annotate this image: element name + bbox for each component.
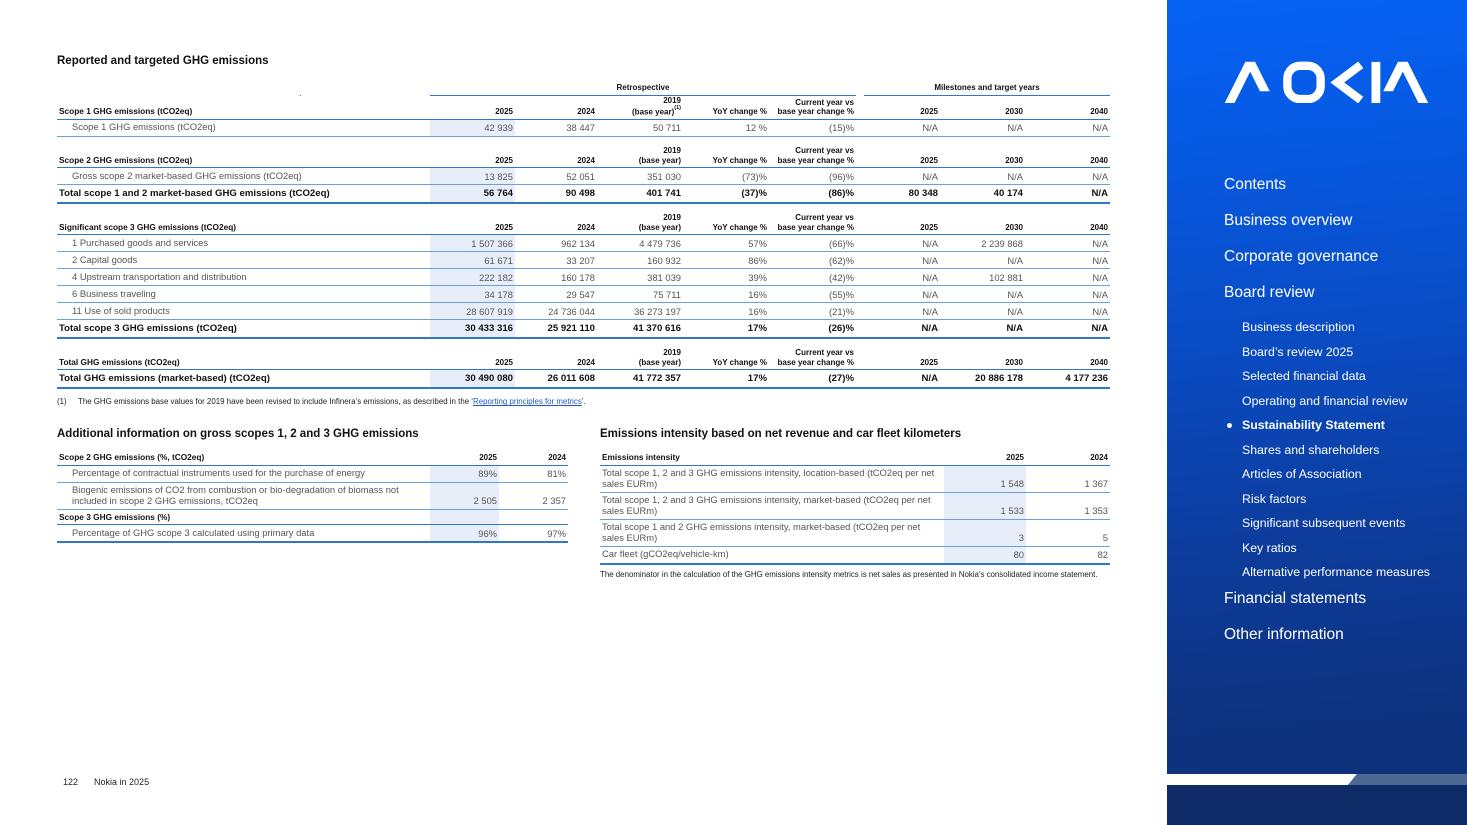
- sidebar-item-label: Board review: [1224, 284, 1315, 301]
- additional-info-title: Additional information on gross scopes 1, 2 and 3 GHG emissions: [57, 428, 419, 440]
- value-cell: 41 772 357: [597, 370, 683, 389]
- sidebar-item-label: Board’s review 2025: [1242, 344, 1354, 359]
- sidebar-item-contents[interactable]: [1224, 176, 1286, 193]
- column-header: [499, 509, 568, 525]
- value-cell: 160 932: [597, 252, 683, 269]
- progress-bar-filled: [1167, 774, 1357, 785]
- value-cell: N/A: [940, 119, 1025, 136]
- row-label: Total scope 1 and 2 GHG emissions intensity, market-based (tCO2eq per net sales EURm): [600, 519, 944, 546]
- value-cell: 90 498: [515, 185, 597, 204]
- value-cell: 86%: [683, 252, 769, 269]
- value-cell: 28 607 919: [430, 303, 515, 320]
- spacer-cell: [57, 203, 1110, 213]
- spacer-row: [57, 136, 1110, 146]
- column-header: YoY change %: [683, 213, 769, 235]
- page-footer-text: Nokia in 2025: [94, 777, 150, 787]
- active-bullet-icon: [1227, 423, 1232, 428]
- value-cell: N/A: [940, 320, 1025, 339]
- intensity-footnote: The denominator in the calculation of the GHG emissions intensity metrics is net sales as presented in Nokia's consolidated income statement.: [600, 569, 1098, 579]
- value-cell: N/A: [1025, 269, 1110, 286]
- value-cell: 16%: [683, 303, 769, 320]
- value-cell: 20 886 178: [940, 370, 1025, 389]
- column-header: [430, 509, 499, 525]
- value-cell: 30 433 316: [430, 320, 515, 339]
- value-cell: 2 505: [430, 482, 499, 509]
- table-row: [57, 235, 1110, 252]
- value-cell: 401 741: [597, 185, 683, 204]
- sidebar-item-board-review[interactable]: [1224, 284, 1314, 301]
- value-cell: N/A: [1025, 303, 1110, 320]
- additional-info-table: [57, 453, 568, 543]
- sidebar-item-key-ratios[interactable]: [1242, 541, 1297, 556]
- row-label: Total scope 1, 2 and 3 GHG emissions intensity, market-based (tCO2eq per net sales EURm): [600, 492, 944, 519]
- column-header: 2025: [430, 146, 515, 168]
- column-header: 2030: [940, 96, 1025, 119]
- table-header-row: [57, 96, 1110, 119]
- table-row: [57, 119, 1110, 136]
- row-label: Total scope 1 and 2 market-based GHG emissions (tCO2eq): [57, 185, 430, 204]
- value-cell: N/A: [1025, 286, 1110, 303]
- value-cell: (86)%: [769, 185, 856, 204]
- value-cell: N/A: [940, 168, 1025, 185]
- footnote-link[interactable]: Reporting principles for metrics: [473, 397, 582, 407]
- progress-bar-remaining: [1348, 774, 1467, 785]
- value-cell: 102 881: [940, 269, 1025, 286]
- column-header: 2025: [944, 453, 1026, 465]
- value-cell: (15)%: [769, 119, 856, 136]
- value-cell: 160 178: [515, 269, 597, 286]
- sidebar-item-articles-of-association[interactable]: [1242, 467, 1362, 482]
- section-reported-targeted-ghg: [57, 55, 1110, 406]
- value-cell: 1 367: [1026, 465, 1110, 492]
- sidebar-item-label: Financial statements: [1224, 589, 1367, 607]
- table-row: [57, 320, 1110, 339]
- value-cell: 4 479 736: [597, 235, 683, 252]
- column-header: Current year vs base year change %: [769, 348, 856, 370]
- column-header: 2025: [856, 348, 940, 370]
- value-cell: 26 011 608: [515, 370, 597, 389]
- column-header: YoY change %: [683, 348, 769, 370]
- sidebar-item-label: Contents: [1224, 176, 1287, 193]
- column-header: 2030: [940, 348, 1025, 370]
- sidebar-item-risk-factors[interactable]: [1242, 492, 1306, 507]
- value-cell: N/A: [856, 252, 940, 269]
- table-row: [57, 465, 568, 482]
- value-cell: 56 764: [430, 185, 515, 204]
- sidebar-item-shares-and-shareholders[interactable]: [1242, 443, 1379, 458]
- row-group-label: Scope 1 GHG emissions (tCO2eq): [57, 96, 430, 119]
- value-cell: 89%: [430, 465, 499, 482]
- sidebar-item-label: Operating and financial review: [1242, 393, 1408, 408]
- emissions-intensity-table: [600, 453, 1110, 565]
- column-header: 2019 (base year): [597, 213, 683, 235]
- footnote-number: (1): [57, 397, 67, 407]
- table-group-header: [57, 83, 1110, 96]
- value-cell: 4 177 236: [1025, 370, 1110, 389]
- navigation-sidebar: [1167, 0, 1467, 825]
- sidebar-item-label: Corporate governance: [1224, 248, 1379, 265]
- sidebar-item-label: Risk factors: [1242, 491, 1307, 506]
- spacer-row: [57, 203, 1110, 213]
- column-header: 2024: [515, 348, 597, 370]
- value-cell: 39%: [683, 269, 769, 286]
- sidebar-item-label: Business description: [1242, 320, 1355, 334]
- sidebar-item-corporate-governance[interactable]: [1224, 248, 1378, 265]
- value-cell: 962 134: [515, 235, 597, 252]
- value-cell: N/A: [856, 168, 940, 185]
- column-header: 2024: [515, 96, 597, 119]
- sidebar-item-board-s-review-2025[interactable]: [1242, 345, 1353, 360]
- sidebar-item-label: Business overview: [1224, 212, 1353, 229]
- value-cell: 96%: [430, 525, 499, 543]
- row-group-label: Significant scope 3 GHG emissions (tCO2eq): [57, 213, 430, 235]
- value-cell: 381 039: [597, 269, 683, 286]
- spacer-row: [57, 338, 1110, 348]
- footnote: [57, 397, 1110, 406]
- spacer-cell: [57, 338, 1110, 348]
- value-cell: 17%: [683, 370, 769, 389]
- value-cell: 5: [1026, 519, 1110, 546]
- table-row: [57, 252, 1110, 269]
- column-header: 2019 (base year): [597, 348, 683, 370]
- sidebar-item-label: Other information: [1224, 625, 1344, 643]
- value-cell: 12 %: [683, 119, 769, 136]
- table-header-row: [57, 348, 1110, 370]
- page-title: Reported and targeted GHG emissions: [57, 55, 269, 67]
- column-header: 2040: [1025, 213, 1110, 235]
- column-header: YoY change %: [683, 96, 769, 119]
- value-cell: N/A: [856, 269, 940, 286]
- column-header: 2025: [856, 96, 940, 119]
- row-label: Percentage of GHG scope 3 calculated using primary data: [57, 525, 430, 543]
- column-header: 2019 (base year)$^{(1)}$: [597, 96, 683, 119]
- table-row: [57, 303, 1110, 320]
- sidebar-item-sustainability-statement[interactable]: [1242, 418, 1385, 433]
- table-row: [57, 525, 568, 543]
- table-header-row: [57, 453, 568, 465]
- column-header: 2019 (base year): [597, 146, 683, 168]
- table-row: [57, 168, 1110, 185]
- value-cell: N/A: [1025, 235, 1110, 252]
- value-cell: 82: [1026, 546, 1110, 564]
- table-row: [57, 286, 1110, 303]
- value-cell: N/A: [940, 252, 1025, 269]
- column-header: 2040: [1025, 146, 1110, 168]
- value-cell: N/A: [1025, 168, 1110, 185]
- value-cell: N/A: [856, 286, 940, 303]
- table-row: [600, 546, 1110, 564]
- row-label: Percentage of contractual instruments used for the purchase of energy: [57, 465, 430, 482]
- section-emissions-intensity: [600, 428, 1110, 579]
- column-header: 2040: [1025, 348, 1110, 370]
- value-cell: 57%: [683, 235, 769, 252]
- row-label: Total GHG emissions (market-based) (tCO2eq): [57, 370, 430, 389]
- value-cell: 81%: [499, 465, 568, 482]
- column-header: 2025: [430, 348, 515, 370]
- column-header: Current year vs base year change %: [769, 96, 856, 119]
- value-cell: 1 548: [944, 465, 1026, 492]
- table-row: [57, 370, 1110, 389]
- sidebar-item-operating-and-financial-review[interactable]: [1242, 394, 1407, 409]
- value-cell: 30 490 080: [430, 370, 515, 389]
- value-cell: 29 547: [515, 286, 597, 303]
- sidebar-item-label: Significant subsequent events: [1242, 516, 1406, 530]
- group-header-retrospective: Retrospective: [430, 83, 856, 96]
- row-label: 1 Purchased goods and services: [57, 235, 430, 252]
- value-cell: (62)%: [769, 252, 856, 269]
- row-label: 11 Use of sold products: [57, 303, 430, 320]
- value-cell: N/A: [940, 286, 1025, 303]
- row-label: 4 Upstream transportation and distribution: [57, 269, 430, 286]
- value-cell: 13 825: [430, 168, 515, 185]
- value-cell: N/A: [856, 235, 940, 252]
- table-row: [57, 185, 1110, 204]
- sidebar-item-business-overview[interactable]: [1224, 212, 1352, 229]
- row-label: Car fleet (gCO2eq/vehicle-km): [600, 546, 944, 564]
- value-cell: (42)%: [769, 269, 856, 286]
- sidebar-item-financial-statements[interactable]: [1224, 590, 1366, 607]
- value-cell: 40 174: [940, 185, 1025, 204]
- value-cell: (37)%: [683, 185, 769, 204]
- value-cell: 33 207: [515, 252, 597, 269]
- value-cell: N/A: [1025, 320, 1110, 339]
- value-cell: (66)%: [769, 235, 856, 252]
- value-cell: 351 030: [597, 168, 683, 185]
- column-header: 2025: [856, 146, 940, 168]
- column-header: YoY change %: [683, 146, 769, 168]
- value-cell: N/A: [856, 303, 940, 320]
- table-header-row: [600, 453, 1110, 465]
- value-cell: (26)%: [769, 320, 856, 339]
- value-cell: 61 671: [430, 252, 515, 269]
- sidebar-item-alternative-performance-measures[interactable]: [1242, 565, 1430, 580]
- row-label: Gross scope 2 market-based GHG emissions (tCO2eq): [57, 168, 430, 185]
- row-group-label: Scope 2 GHG emissions (tCO2eq): [57, 146, 430, 168]
- column-header: 2025: [856, 213, 940, 235]
- value-cell: N/A: [940, 303, 1025, 320]
- value-cell: N/A: [856, 119, 940, 136]
- column-header: 2024: [515, 146, 597, 168]
- value-cell: N/A: [1025, 252, 1110, 269]
- page-footer: [63, 777, 149, 787]
- value-cell: 42 939: [430, 119, 515, 136]
- value-cell: 1 353: [1026, 492, 1110, 519]
- row-group-label: Total GHG emissions (tCO2eq): [57, 348, 430, 370]
- value-cell: 17%: [683, 320, 769, 339]
- row-label: 2 Capital goods: [57, 252, 430, 269]
- table-header-row: [57, 146, 1110, 168]
- value-cell: 3: [944, 519, 1026, 546]
- column-header: Current year vs base year change %: [769, 146, 856, 168]
- ghg-emissions-table: [57, 96, 1110, 389]
- row-label: Total scope 3 GHG emissions (tCO2eq): [57, 320, 430, 339]
- value-cell: 2 239 868: [940, 235, 1025, 252]
- row-label: Total scope 1, 2 and 3 GHG emissions intensity, location-based (tCO2eq per net sales EURm): [600, 465, 944, 492]
- sidebar-item-label: Articles of Association: [1242, 467, 1362, 481]
- sidebar-item-other-information[interactable]: [1224, 626, 1344, 643]
- value-cell: 52 051: [515, 168, 597, 185]
- sidebar-item-selected-financial-data[interactable]: [1242, 369, 1366, 384]
- spacer-cell: [57, 136, 1110, 146]
- row-label: Biogenic emissions of CO2 from combustion or bio-degradation of biomass not included in scope 2 GHG emissions, tCO2eq: [57, 482, 430, 509]
- page-number: 122: [63, 777, 79, 787]
- value-cell: 80 348: [856, 185, 940, 204]
- value-cell: N/A: [1025, 185, 1110, 204]
- table-row: [57, 482, 568, 509]
- nokia-logo-icon: [1224, 58, 1429, 103]
- value-cell: 80: [944, 546, 1026, 564]
- row-group-label: Scope 3 GHG emissions (%): [57, 509, 430, 525]
- value-cell: 41 370 616: [597, 320, 683, 339]
- table-header-row: [57, 213, 1110, 235]
- value-cell: 1 507 366: [430, 235, 515, 252]
- value-cell: (73)%: [683, 168, 769, 185]
- table-header-row: [57, 509, 568, 525]
- value-cell: 24 736 044: [515, 303, 597, 320]
- value-cell: 97%: [499, 525, 568, 543]
- sidebar-item-label: Shares and shareholders: [1242, 442, 1380, 457]
- sidebar-item-significant-subsequent-events[interactable]: [1242, 516, 1405, 531]
- value-cell: 75 711: [597, 286, 683, 303]
- value-cell: (21)%: [769, 303, 856, 320]
- column-header: 2030: [940, 213, 1025, 235]
- row-group-label: Emissions intensity: [600, 453, 944, 465]
- footnote-text: The GHG emissions base values for 2019 have been revised to include Infinera’s emissions, as described in the ‘Reporting principles for metrics’.: [78, 397, 586, 407]
- table-row: [600, 519, 1110, 546]
- value-cell: 222 182: [430, 269, 515, 286]
- stray-dot: .: [299, 88, 302, 98]
- sidebar-footer-strip: [1167, 785, 1467, 825]
- sidebar-nav: [1167, 176, 1467, 662]
- table-row: [57, 269, 1110, 286]
- column-header: 2040: [1025, 96, 1110, 119]
- column-header: 2024: [1026, 453, 1110, 465]
- value-cell: 50 711: [597, 119, 683, 136]
- value-cell: 25 921 110: [515, 320, 597, 339]
- table-row: [600, 492, 1110, 519]
- value-cell: 2 357: [499, 482, 568, 509]
- value-cell: 1 533: [944, 492, 1026, 519]
- row-label: Scope 1 GHG emissions (tCO2eq): [57, 119, 430, 136]
- value-cell: (96)%: [769, 168, 856, 185]
- sidebar-item-label: Sustainability Statement: [1242, 418, 1385, 432]
- column-header: 2030: [940, 146, 1025, 168]
- value-cell: N/A: [1025, 119, 1110, 136]
- value-cell: 34 178: [430, 286, 515, 303]
- row-group-label: Scope 2 GHG emissions (%, tCO2eq): [57, 453, 430, 465]
- group-header-milestones: Milestones and target years: [864, 83, 1110, 96]
- value-cell: (55)%: [769, 286, 856, 303]
- sidebar-item-label: Key ratios: [1242, 540, 1297, 555]
- column-header: 2025: [430, 96, 515, 119]
- table-row: [600, 465, 1110, 492]
- column-header: Current year vs base year change %: [769, 213, 856, 235]
- value-cell: 16%: [683, 286, 769, 303]
- column-header: 2025: [430, 213, 515, 235]
- emissions-intensity-title: Emissions intensity based on net revenue and car fleet kilometers: [600, 428, 962, 440]
- column-header: 2024: [499, 453, 568, 465]
- value-cell: N/A: [856, 370, 940, 389]
- section-additional-information: [57, 428, 568, 543]
- column-header: 2024: [515, 213, 597, 235]
- sidebar-item-label: Alternative performance measures: [1242, 565, 1430, 579]
- value-cell: 36 273 197: [597, 303, 683, 320]
- sidebar-item-label: Selected financial data: [1242, 369, 1366, 383]
- value-cell: (27)%: [769, 370, 856, 389]
- row-label: 6 Business traveling: [57, 286, 430, 303]
- value-cell: N/A: [856, 320, 940, 339]
- sidebar-item-business-description[interactable]: [1242, 320, 1355, 335]
- value-cell: 38 447: [515, 119, 597, 136]
- column-header: 2025: [430, 453, 499, 465]
